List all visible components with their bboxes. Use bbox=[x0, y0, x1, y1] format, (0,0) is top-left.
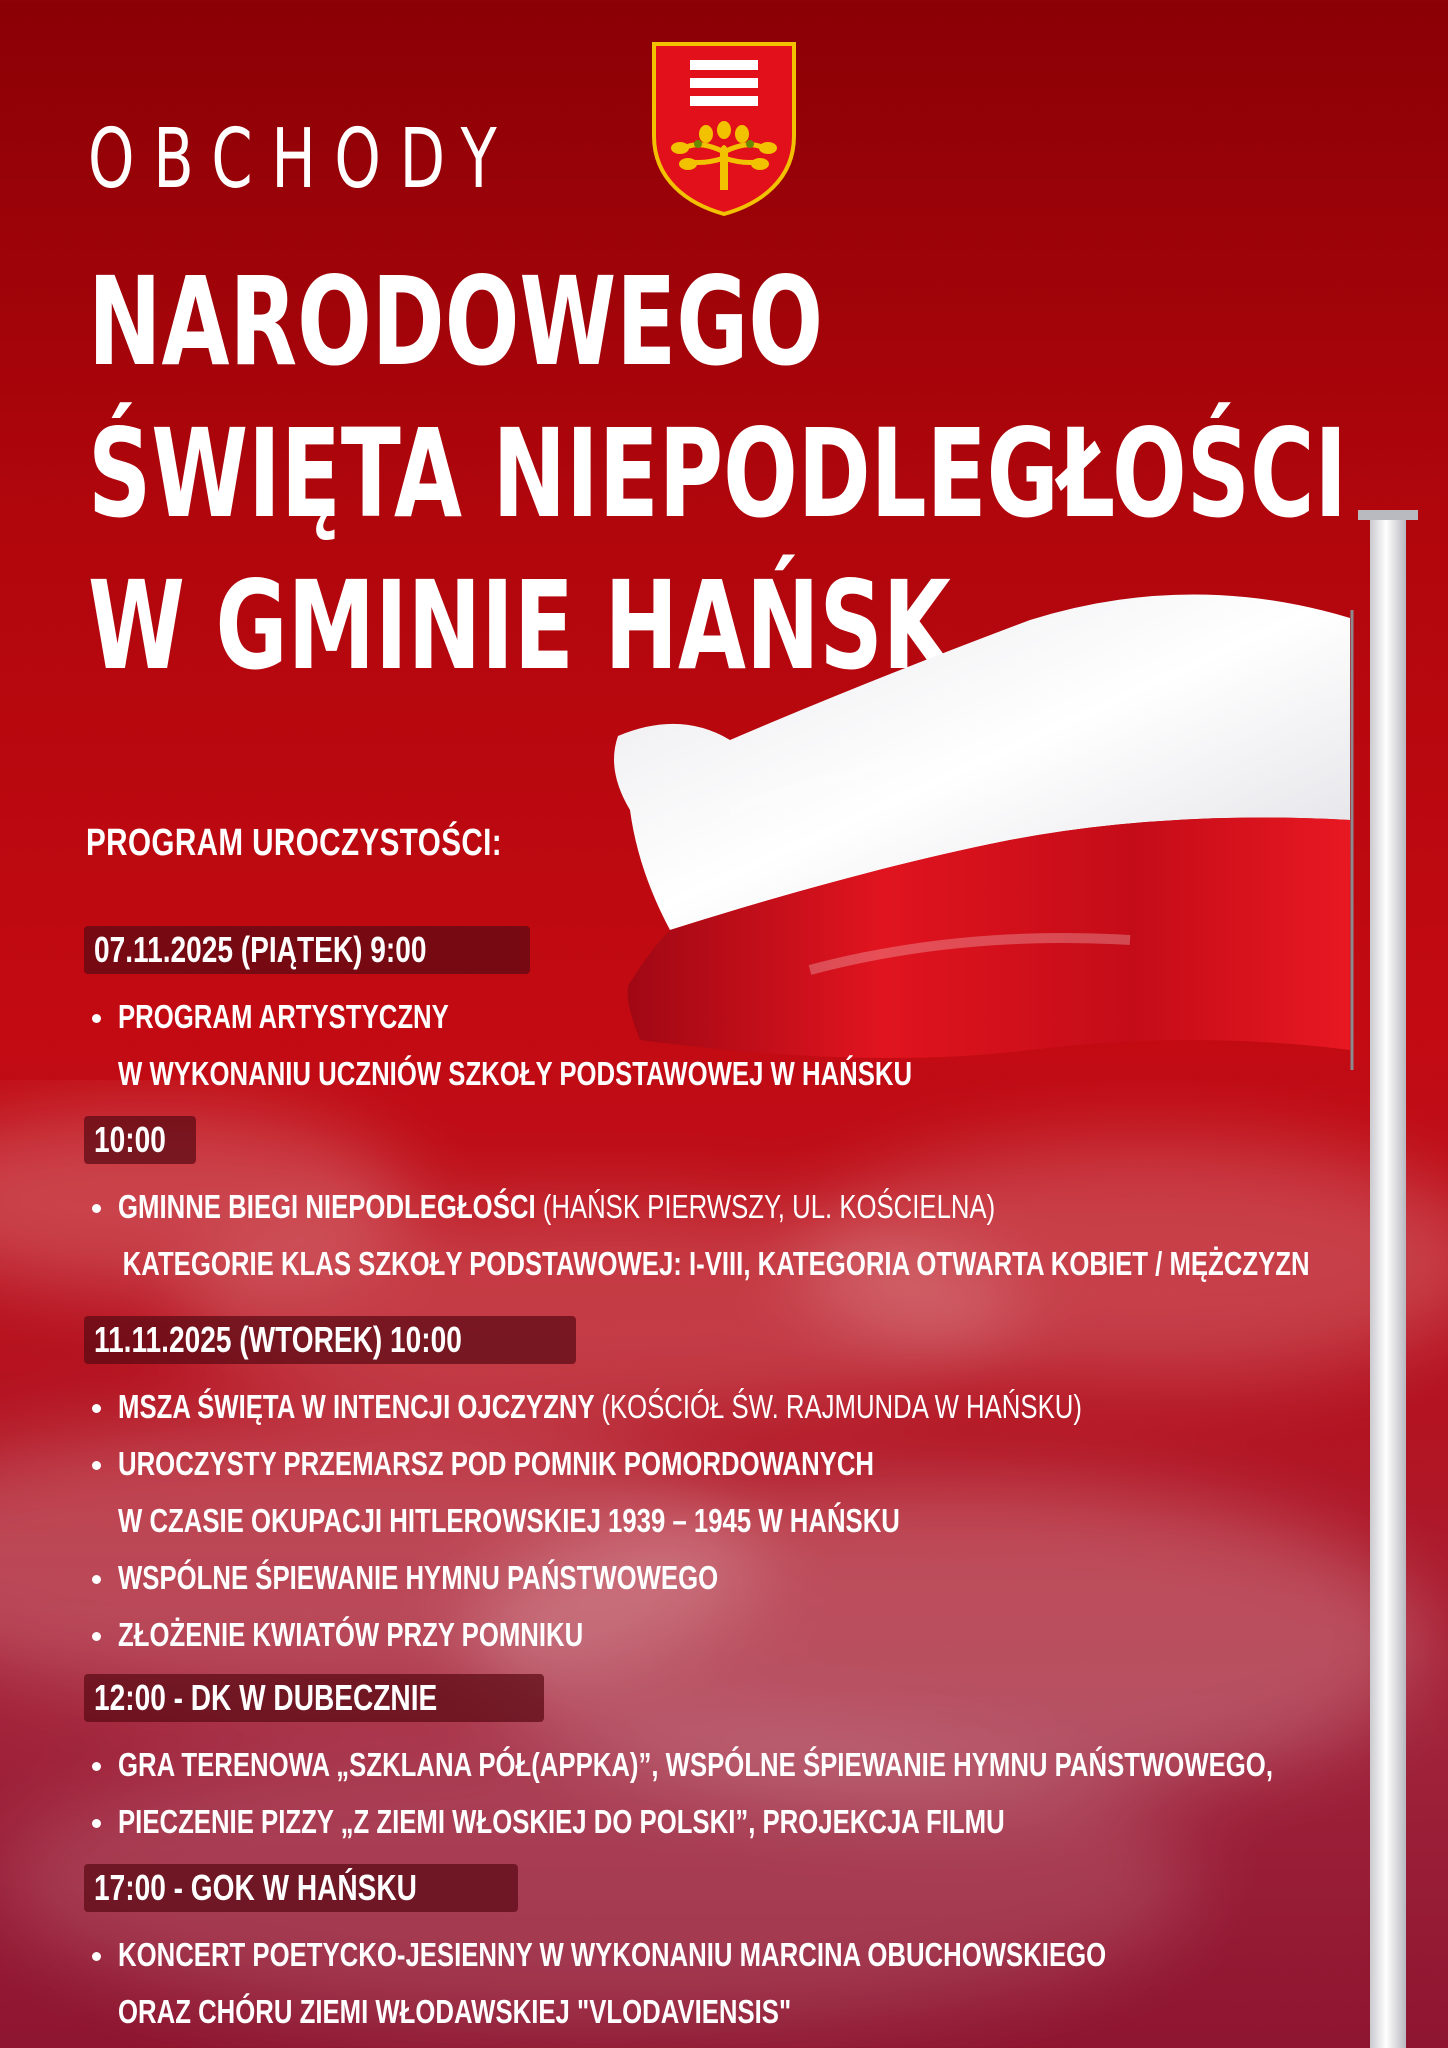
list-item: KONCERT POETYCKO-JESIENNY W WYKONANIU MARCINA OBUCHOWSKIEGO ORAZ CHÓRU ZIEMI WŁODAWSKIEJ "VLODAVIENSIS" bbox=[84, 1926, 1324, 2040]
program-heading: PROGRAM UROCZYSTOŚCI: bbox=[86, 822, 503, 864]
list-item: UROCZYSTY PRZEMARSZ POD POMNIK POMORDOWANYCH W CZASIE OKUPACJI HITLEROWSKIEJ 1939 – 1945 W HAŃSKU bbox=[84, 1435, 1324, 1549]
program-list bbox=[84, 1926, 1324, 2040]
list-item: MSZA ŚWIĘTA W INTENCJI OJCZYZNY (KOŚCIÓŁ ŚW. RAJMUNDA W HAŃSKU) bbox=[84, 1378, 1324, 1435]
program-section-4 bbox=[84, 1674, 1324, 1850]
program-section-3 bbox=[84, 1316, 1324, 1663]
list-item: PROGRAM ARTYSTYCZNY W WYKONANIU UCZNIÓW SZKOŁY PODSTAWOWEJ W HAŃSKU bbox=[84, 988, 1324, 1102]
title-line-2: ŚWIĘTA NIEPODLEGŁOŚCI bbox=[88, 403, 1348, 545]
time-badge: 12:00 - DK W DUBECZNIE bbox=[84, 1674, 544, 1722]
time-badge: 11.11.2025 (WTOREK) 10:00 bbox=[84, 1316, 576, 1364]
program-list bbox=[84, 1178, 1324, 1292]
program-list bbox=[84, 988, 1324, 1102]
list-item: ZŁOŻENIE KWIATÓW PRZY POMNIKU bbox=[84, 1606, 1324, 1663]
title-line-3: W GMINIE HAŃSK bbox=[88, 555, 951, 697]
program-list bbox=[84, 1736, 1324, 1850]
program-section-1 bbox=[84, 926, 1324, 1102]
time-badge: 17:00 - GOK W HAŃSKU bbox=[84, 1864, 518, 1912]
time-badge: 07.11.2025 (PIĄTEK) 9:00 bbox=[84, 926, 530, 974]
program-list bbox=[84, 1378, 1324, 1663]
coat-of-arms-icon bbox=[650, 40, 798, 216]
list-item: GMINNE BIEGI NIEPODLEGŁOŚCI (HAŃSK PIERWSZY, UL. KOŚCIELNA) KATEGORIE KLAS SZKOŁY PODSTAWOWEJ: I-VIII, KATEGORIA OTWARTA KOBIET / MĘŻCZYZN bbox=[84, 1178, 1324, 1292]
time-badge: 10:00 bbox=[84, 1116, 196, 1164]
list-item: GRA TERENOWA „SZKLANA PÓŁ(APPKA)”, WSPÓLNE ŚPIEWANIE HYMNU PAŃSTWOWEGO, bbox=[84, 1736, 1324, 1793]
list-item: WSPÓLNE ŚPIEWANIE HYMNU PAŃSTWOWEGO bbox=[84, 1549, 1324, 1606]
title-top: OBCHODY bbox=[88, 112, 516, 207]
list-item: PIECZENIE PIZZY „Z ZIEMI WŁOSKIEJ DO POLSKI”, PROJEKCJA FILMU bbox=[84, 1793, 1324, 1850]
program-section-5 bbox=[84, 1864, 1324, 2040]
program-section-2 bbox=[84, 1116, 1324, 1292]
title-line-1: NARODOWEGO bbox=[88, 251, 824, 393]
